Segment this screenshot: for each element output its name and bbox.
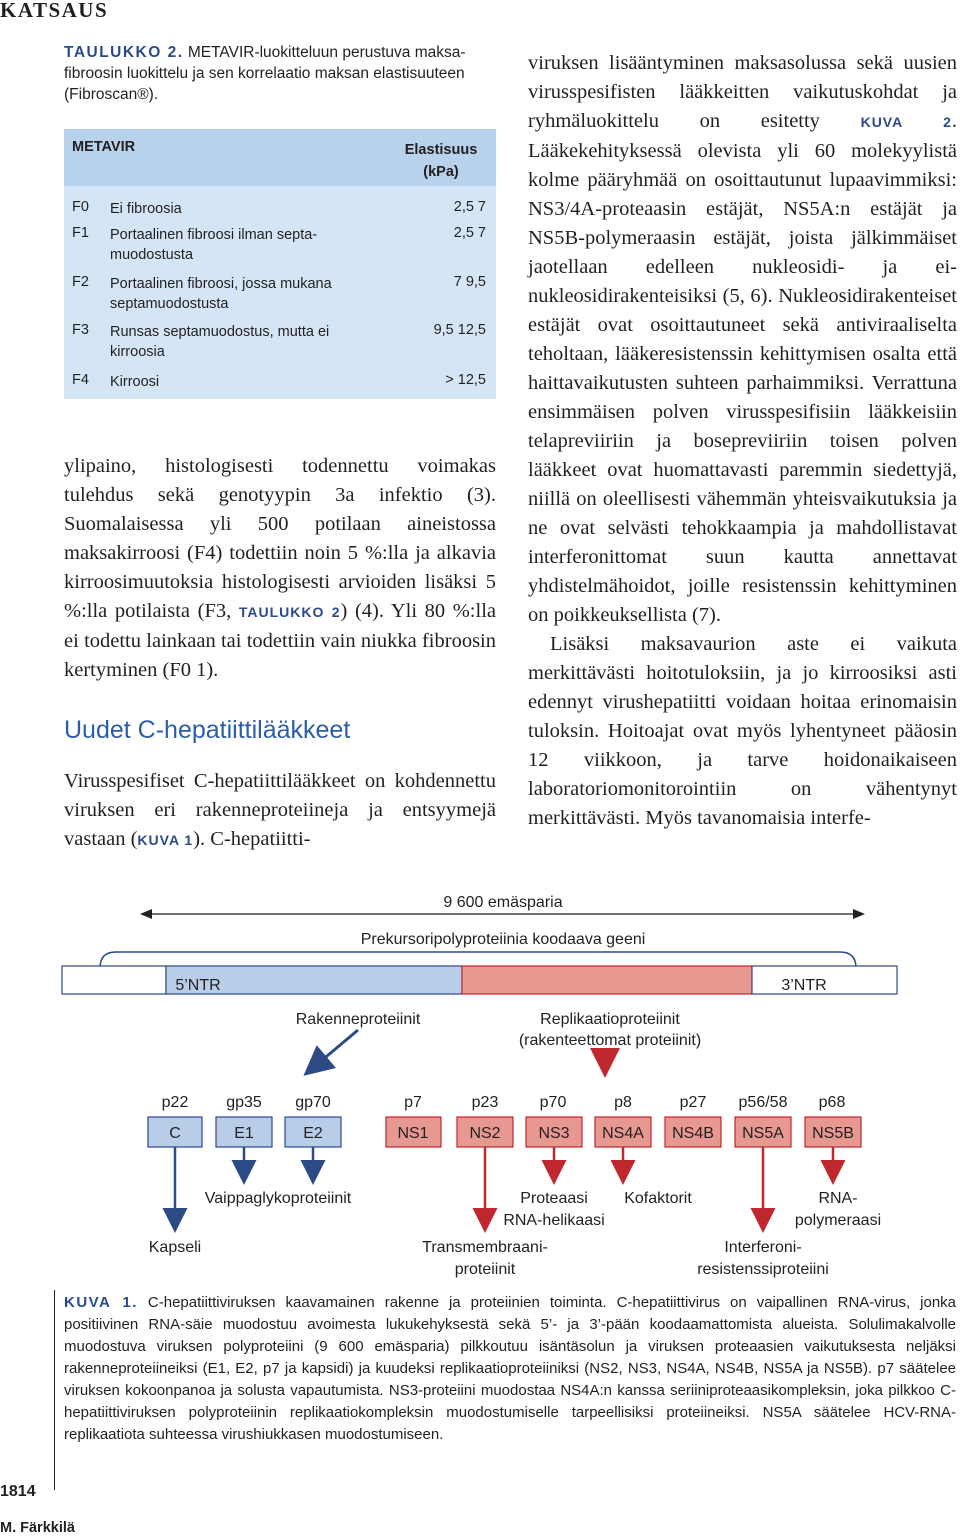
protein-box-label: NS2 (469, 1125, 501, 1142)
protein-box-label: NS5B (812, 1125, 854, 1142)
protein-top-label: gp35 (226, 1094, 262, 1111)
table-cell-desc: Portaalinen fibroosi, jossa mukana septamuodostusta (110, 276, 332, 312)
protein-top-label: p56/58 (738, 1094, 788, 1111)
right-p1-text: viruksen lisääntyminen maksasolussa sekä uusien virusspesifisten lääkkeitten vaikutuskohdat ja ryhmäluokittelu on esitetty (528, 52, 957, 132)
structural-arrow-icon (308, 1030, 358, 1072)
structural-label: Rakenneproteiinit (295, 1011, 421, 1028)
left-paragraph-1 (64, 452, 496, 685)
table-col-elasticity (396, 139, 486, 183)
bp-label: 9 600 emäsparia (443, 894, 563, 911)
table-cell-desc: Kirroosi (110, 374, 160, 390)
table-cell-kpa: 2,5 7 (453, 199, 486, 215)
func-interferon-1: Interferoni- (724, 1239, 802, 1256)
section-header: KATSAUS (0, 0, 109, 22)
page-number: 1814 (0, 1483, 36, 1500)
func-protease-2: RNA-helikaasi (503, 1212, 605, 1229)
author-footer: M. Färkkilä (0, 1520, 75, 1536)
left-paragraph-2 (64, 767, 496, 855)
func-interferon-2: resistenssiproteiini (697, 1261, 829, 1278)
right-paragraph-2: Lisäksi maksavaurion aste ei vaikuta merkittävästi hoitotuloksiin, ja jo kirroosiksi asti edennyt virushepatiitti voidaan hoitaa erinomaisin tuloksin. Hoitoajat ovat myös lyhentyneet pääosin 12 viikkoon, ja tarve hoidonaikaiseen laboratoriomonitorointiin on vähentynyt merkittävästi. Myös tavanomaisia interfe- (528, 633, 957, 829)
table-cell-stage: F1 (72, 225, 89, 241)
table-col-elasticity-line2: (kPa) (423, 164, 459, 180)
left-p2-text: Virusspesifiset C-hepatiittilääkkeet on kohdennettu viruksen eri rakenneproteiineja ja entsyymejä vastaan ( (64, 770, 496, 850)
figure-caption-label: KUVA 1. (64, 1294, 138, 1311)
table-cell-kpa: 7 9,5 (453, 274, 486, 290)
table-cell-desc: Ei fibroosia (110, 201, 182, 217)
ref-taulukko-2[interactable]: TAULUKKO 2 (238, 604, 341, 620)
bp-arrow-left-icon (140, 909, 152, 919)
func-kofaktorit: Kofaktorit (624, 1190, 692, 1207)
right-p1-text-end: . Lääkekehityksessä olevista yli 60 molekyylistä kolme pääryhmää on osoittautunut lupaavimmiksi: NS3/4A-proteaasin estäjät, NS5A:n estäjät ja NS5B-polymeraasin estäjät, joista jälkimmäiset jaotellaan edelleen nukleosidi- ja ei-nukleosidirakenteisiksi (5, 6). Nukleosidirakenteiset estäjät ovat osoittautuneet sekä antiviraaliselta teholtaan, lääkeresistenssin kehittymisen osalta että haittavaikutusten suhteen parhaimmiksi. Verrattuna ensimmäisen polven virusspesifisiin lääkkeisiin telapreviiriin ja bosepreviiriin toisen polven lääkkeet ovat huomattavasti paremmin siedettyjä, niillä on oleellisesti vähemmän yhteisvaikutuksia ja ne ovat selvästi tehokkaampia ja mahdollistavat interferonittomat suun kautta annettavat yhdistelmähoidot, joille resistenssin kehittyminen on poikkeuksellista (7). (528, 110, 958, 626)
table-cell-kpa: 2,5 7 (453, 225, 486, 241)
precursor-label: Prekursoripolyproteiinia koodaava geeni (360, 931, 646, 948)
protein-top-label: p27 (679, 1094, 707, 1111)
protein-top-label: gp70 (295, 1094, 331, 1111)
figure-caption (64, 1292, 956, 1446)
genome-5ntr-box (62, 966, 166, 994)
protein-top-label: p22 (161, 1094, 189, 1111)
func-rnapol-1: RNA- (818, 1190, 858, 1207)
metavir-table (64, 129, 496, 399)
replication-label-1: Replikaatioproteiinit (540, 1011, 680, 1028)
table-col-metavir: METAVIR (72, 139, 136, 155)
func-rnapol-2: polymeraasi (794, 1212, 882, 1229)
table-caption-text: METAVIR-luokitteluun perustuva maksafibroosin luokittelu ja sen korrelaatio maksan elastisuuteen (Fibroscan®). (64, 44, 466, 103)
table-caption-label: TAULUKKO 2. (64, 44, 184, 61)
protein-box-label: E1 (234, 1125, 254, 1142)
figure-caption-text: C-hepatiittiviruksen kaavamainen rakenne ja proteiinien toiminta. C-hepatiittivirus on vaipallinen RNA-virus, jonka positiivinen RNA-säie muodostuu avoimesta lukukehyksestä sekä 5’- ja 3’-pään koodaamattomista alueista. Solulimakalvolle muodostuva viruksen polyproteiini (9 600 emäsparia) pilkkoutuu isäntäsolun ja viruksen proteaasien vaikutuksesta neljäksi rakenneproteiineiksi (E1, E2, p7 ja kapsidi) ja kuudeksi replikaatioproteiiniksi (NS2, NS3, NS4A, NS4B, NS5A ja NS5B). p7 säätelee viruksen kokoonpanoa ja solusta vapautumista. NS3-proteiini muodostaa NS4A:n kanssa seriiniproteaasikompleksin, joka pilkkoo C-hepatiittiviruksen polyproteiinin replikaatiokompleksin muodostumiselle tarpeellisiksi proteiineiksi. NS5A säätelee HCV-RNA-replikaatiota suhteessa virushiukkasen muodostumiseen. (64, 1294, 956, 1443)
table-col-elasticity-line1: Elastisuus (404, 142, 478, 158)
hcv-genome-diagram (0, 880, 960, 1290)
table-cell-desc: Runsas septamuodostus, mutta ei kirroosia (110, 324, 330, 360)
protein-box-label: NS4A (602, 1125, 644, 1142)
func-protease-1: Proteaasi (520, 1190, 588, 1207)
table-cell-stage: F4 (72, 372, 89, 388)
protein-top-label: p70 (539, 1094, 567, 1111)
left-p2-text-end: ). C-hepatiitti- (193, 828, 311, 850)
table-cell-stage: F2 (72, 274, 89, 290)
left-p1-text: ylipaino, histologisesti todennettu voimakas tulehdus sekä genotyypin 3a infektio (3). Suomalaisessa yli 500 potilaan aineistossa maksakirroosi (F4) todettiin noin 5 %:lla ja alkavia kirroosimuutoksia histologisesti arvioiden lisäksi 5 %:lla potilaista (F3, (64, 455, 496, 622)
bp-arrow-right-icon (853, 909, 865, 919)
func-vaippa: Vaippaglykoproteiinit (204, 1190, 352, 1207)
table-cell-desc: Portaalinen fibroosi ilman septa- muodostusta (110, 227, 318, 263)
protein-box-label: E2 (303, 1125, 323, 1142)
protein-box-label: NS3 (538, 1125, 570, 1142)
table-cell-kpa: > 12,5 (445, 372, 486, 388)
protein-top-label: p68 (818, 1094, 846, 1111)
left-p1-text-end: ) (4). Yli 80 %:lla ei todettu lainkaan tai todettiin vain niukka fibroosin kertyminen (F0 1). (64, 600, 496, 681)
replication-label-2: (rakenteettomat proteiinit) (518, 1032, 702, 1049)
table-cell-kpa: 9,5 12,5 (433, 322, 486, 338)
table-caption (64, 42, 504, 105)
right-column (528, 49, 957, 833)
protein-top-label: p8 (614, 1094, 632, 1111)
protein-box-label: C (169, 1125, 181, 1142)
table-header (64, 129, 496, 186)
ref-kuva-2[interactable]: KUVA 2 (860, 114, 952, 130)
ntr3-label: 3’NTR (781, 977, 827, 994)
protein-box-label: NS5A (742, 1125, 784, 1142)
protein-top-label: p7 (404, 1094, 422, 1111)
table-cell-stage: F3 (72, 322, 89, 338)
func-transmembrane-1: Transmembraani- (422, 1239, 548, 1256)
protein-top-label: p23 (471, 1094, 499, 1111)
margin-rule (54, 1290, 55, 1490)
func-kapseli: Kapseli (148, 1239, 202, 1256)
ref-kuva-1[interactable]: KUVA 1 (137, 832, 194, 848)
func-transmembrane-2: proteiinit (454, 1261, 516, 1278)
genome-replication-region (462, 966, 752, 994)
ntr5-label: 5’NTR (175, 977, 221, 994)
section-heading: Uudet C-hepatiittilääkkeet (64, 716, 351, 744)
protein-box-label: NS4B (672, 1125, 714, 1142)
protein-box-label: NS1 (397, 1125, 429, 1142)
table-cell-stage: F0 (72, 199, 89, 215)
